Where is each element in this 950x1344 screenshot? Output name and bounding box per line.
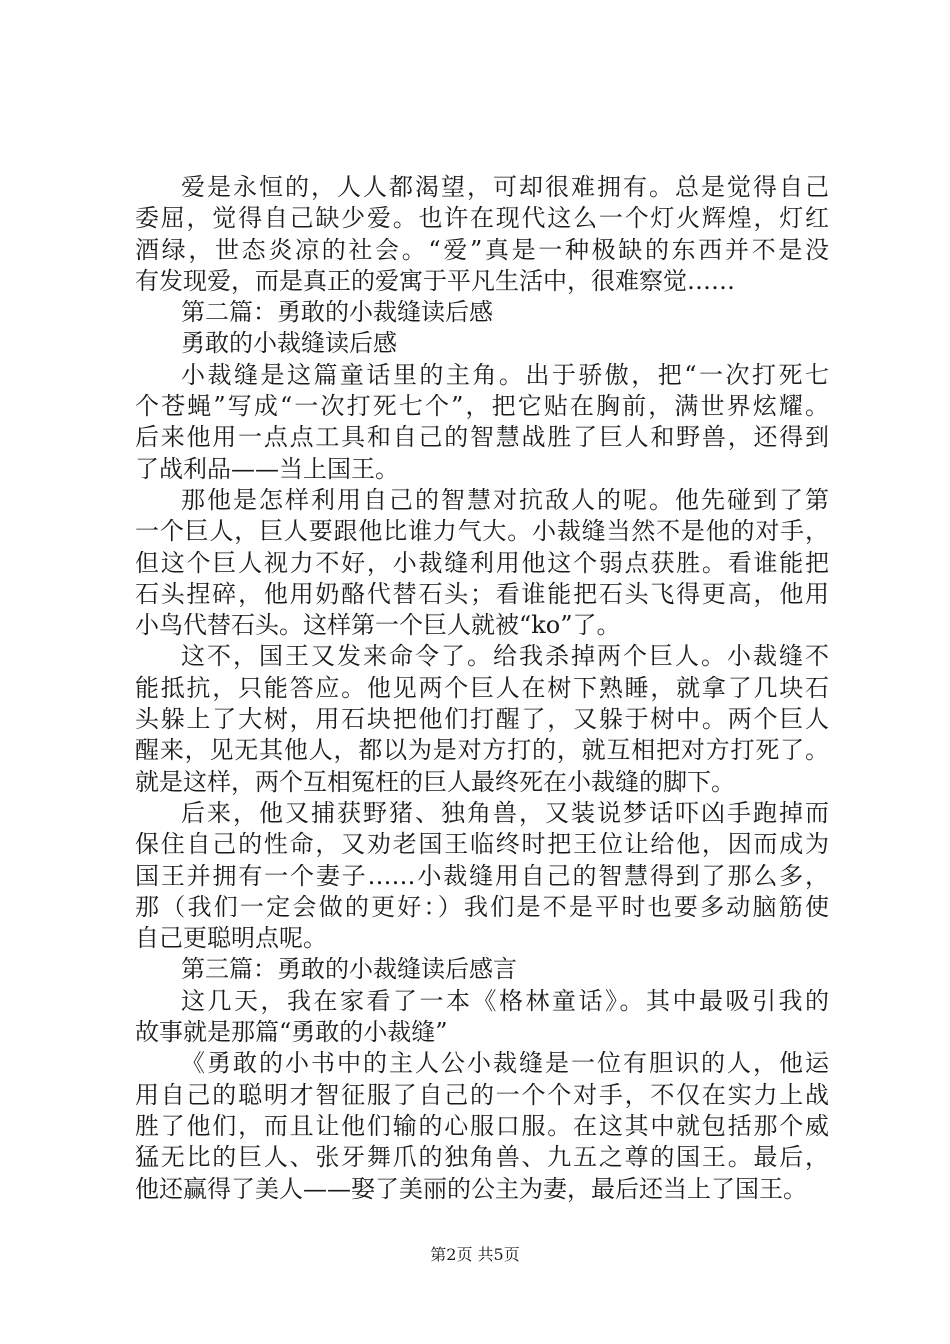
text-line: 能抵抗，只能答应。他见两个巨人在树下熟睡，就拿了几块石 — [135, 673, 829, 702]
text-line: 就是这样，两个互相冤枉的巨人最终死在小裁缝的脚下。 — [135, 767, 735, 796]
text-line: 猛无比的巨人、张牙舞爪的独角兽、九五之尊的国王。最后， — [135, 1143, 829, 1172]
document-body — [135, 172, 829, 1205]
text-line: 那他是怎样利用自己的智慧对抗敌人的呢。他先碰到了第 — [181, 485, 829, 514]
text-line: 小裁缝是这篇童话里的主角。出于骄傲，把“一次打死七 — [181, 360, 829, 389]
text-line: 但这个巨人视力不好，小裁缝利用他这个弱点获胜。看谁能把 — [135, 548, 829, 577]
text-line: 自己更聪明点呢。 — [135, 924, 327, 953]
page-number-label: 第2页 共5页 — [430, 1245, 520, 1264]
text-line: 这几天，我在家看了一本《格林童话》。其中最吸引我的 — [181, 986, 829, 1015]
text-line: 国王并拥有一个妻子……小裁缝用自己的智慧得到了那么多， — [135, 861, 829, 890]
text-line: 故事就是那篇“勇敢的小裁缝” — [135, 1018, 448, 1047]
text-line: 这不，国王又发来命令了。给我杀掉两个巨人。小裁缝不 — [181, 642, 829, 671]
text-line: 第三篇：勇敢的小裁缝读后感言 — [181, 955, 517, 984]
text-line: 石头捏碎，他用奶酪代替石头；看谁能把石头飞得更高，他用 — [135, 579, 829, 608]
page-footer — [0, 1244, 950, 1266]
text-line: 头躲上了大树，用石块把他们打醒了，又躲于树中。两个巨人 — [135, 705, 829, 734]
text-line: 小鸟代替石头。这样第一个巨人就被“ko”了。 — [135, 611, 621, 640]
text-line: 后来他用一点点工具和自己的智慧战胜了巨人和野兽，还得到 — [135, 423, 829, 452]
text-line: 醒来，见无其他人，都以为是对方打的，就互相把对方打死了。 — [135, 736, 829, 765]
text-line: 保住自己的性命，又劝老国王临终时把王位让给他，因而成为 — [135, 830, 829, 859]
text-line: 了战利品——当上国王。 — [135, 454, 399, 483]
text-line: 酒绿，世态炎凉的社会。“爱”真是一种极缺的东西并不是没 — [135, 235, 829, 264]
text-line: 爱是永恒的，人人都渴望，可却很难拥有。总是觉得自己 — [181, 173, 829, 201]
text-line: 他还赢得了美人——娶了美丽的公主为妻，最后还当上了国王。 — [135, 1174, 807, 1203]
text-line: 《勇敢的小书中的主人公小裁缝是一位有胆识的人，他运 — [181, 1049, 829, 1078]
text-line: 胜了他们，而且让他们输的心服口服。在这其中就包括那个威 — [135, 1111, 829, 1140]
text-line: 勇敢的小裁缝读后感 — [181, 329, 397, 358]
text-line: 第二篇：勇敢的小裁缝读后感 — [181, 298, 493, 327]
text-line: 那（我们一定会做的更好：）我们是不是平时也要多动脑筋使 — [135, 892, 829, 921]
text-line: 后来，他又捕获野猪、独角兽，又装说梦话吓凶手跑掉而 — [181, 798, 829, 827]
text-line: 有发现爱，而是真正的爱寓于平凡生活中，很难察觉…… — [135, 266, 735, 295]
text-line: 委屈，觉得自己缺少爱。也许在现代这么一个灯火辉煌，灯红 — [135, 204, 829, 233]
text-line: 个苍蝇”写成“一次打死七个”，把它贴在胸前，满世界炫耀。 — [135, 392, 829, 421]
text-line: 一个巨人，巨人要跟他比谁力气大。小裁缝当然不是他的对手， — [135, 517, 829, 546]
text-line: 用自己的聪明才智征服了自己的一个个对手，不仅在实力上战 — [135, 1080, 829, 1109]
